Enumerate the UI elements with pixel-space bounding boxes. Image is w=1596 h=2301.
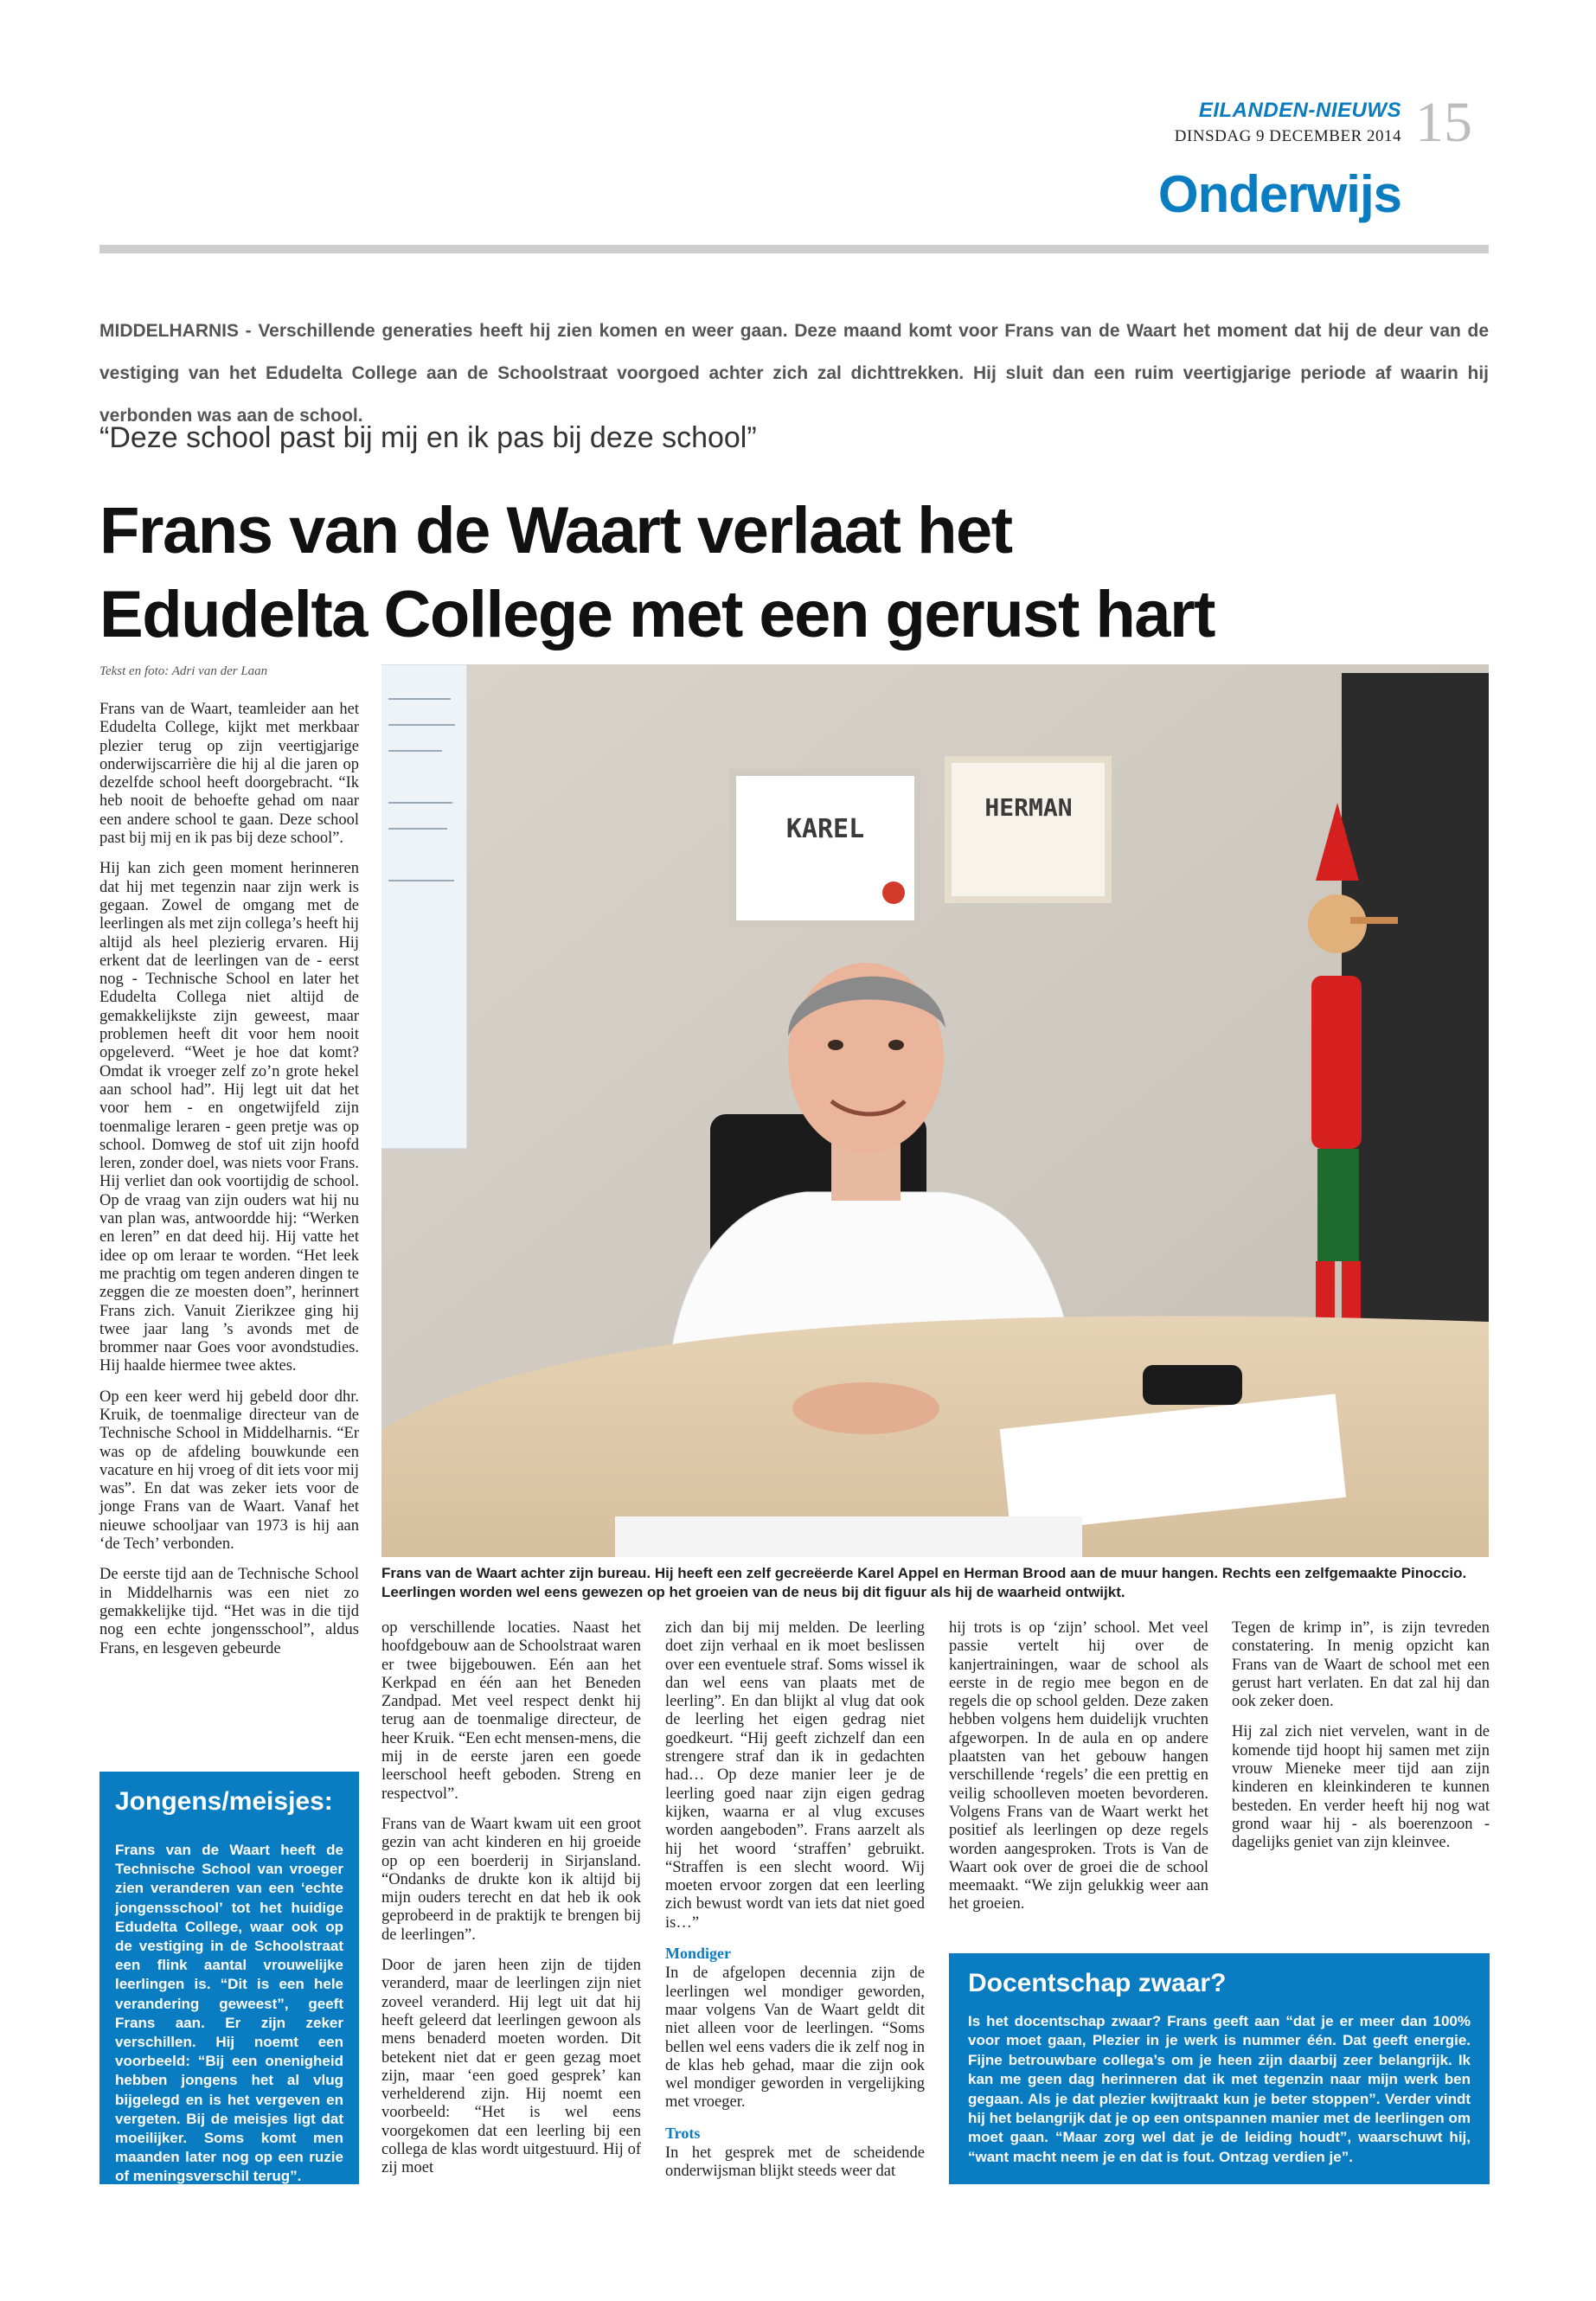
newspaper-logo: EILANDEN-NIEUWS bbox=[1198, 99, 1401, 122]
article-column-4 bbox=[949, 1619, 1208, 1926]
paragraph: op verschillende locaties. Naast het hoofdgebouw aan de Schoolstraat waren er twee bijgebouwen. Eén aan het Kerkpad en één aan het Beneden Zandpad. Met veel respect denkt hij terug aan de toenmalige directeur, de heer Kruik. “Een echt mensen-mens, die mij in de eerste jaren een goede leerschool heeft geboden. Streng en respectvol”. bbox=[381, 1619, 642, 1803]
article-column-1 bbox=[99, 701, 359, 1670]
paragraph: hij trots is op ‘zijn’ school. Met veel passie vertelt hij over de kanjertrainingen, waar de school als eerste in de regio mee begon en de regels die op school gelden. Deze zaken hebben volgens hem duidelijk vruchten afgeworpen. In de aula en op andere plaatsten van het gebouw hangen verschillende ‘regels’ die een prettig en veilig schoolleven moeten bevorderen. Volgens Frans van de Waart werkt het positief als leerlingen op deze regels worden aangesproken. Trots is Van de Waart ook over de groei die de school meemaakt. “We zijn gelukkig weer aan het groeien. bbox=[949, 1619, 1208, 1913]
photo-credit: Tekst en foto: Adri van der Laan bbox=[99, 664, 268, 678]
paragraph: Frans van de Waart, teamleider aan het Edudelta College, kijkt met merkbaar plezier terug op zijn veertigjarige onderwijscarrière die hij al die jaren op dezelfde school heeft doorgebracht. “Ik heb nooit de behoefte gehad om naar een andere school te gaan. Deze school past bij mij en ik pas bij deze school”. bbox=[99, 701, 359, 848]
sidebar-box-jongens-meisjes bbox=[99, 1772, 359, 2184]
box-text: Frans van de Waart heeft de Technische School van vroeger zien veranderen van een ‘echte jongensschool’ tot het huidige Edudelta College, waar ook op de vestiging in de Schoolstraat een flink aantal vrouwelijke leerlingen is. “Dit is een hele verandering geweest”, geeft Frans aan. Er zijn zeker verschillen. Hij noemt een voorbeeld: “Bij een onenigheid hebben jongens het al vlug bijgelegd en is het vergeven en vergeten. Bij de meisjes ligt dat moeilijker. Soms komt men maanden later nog op een ruzie of meningsverschil terug”. bbox=[115, 1842, 343, 2185]
paragraph: In het gesprek met de scheidende onderwijsman blijkt steeds weer dat bbox=[665, 2144, 925, 2181]
paragraph: In de afgelopen decennia zijn de leerlingen wel mondiger geworden, maar volgens Van de Waart geldt dit niet alleen voor de leerlingen. “Soms bellen wel eens vaders die ik zelf nog in de klas heb gehad, maar die zijn ook wel mondiger geworden in vergelijking met vroeger. bbox=[665, 1965, 925, 2112]
article-column-5 bbox=[1232, 1619, 1490, 1865]
box-title: Docentschap zwaar? bbox=[968, 1969, 1227, 1997]
box-title: Jongens/meisjes: bbox=[115, 1787, 333, 1816]
article-headline bbox=[99, 489, 1311, 657]
article-column-3 bbox=[665, 1619, 925, 2194]
section-title: Onderwijs bbox=[1157, 165, 1401, 223]
paragraph: Hij zal zich niet vervelen, want in de komende tijd hoopt hij samen met zijn vrouw Mieneke meer tijd aan zijn kinderen en kleinkinderen te kunnen besteden. En verder heeft hij nog wat grond waar hij - als boerenzoon - dagelijks geniet van zijn kleinvee. bbox=[1232, 1723, 1490, 1852]
herman-frame bbox=[948, 760, 1108, 900]
karel-label: KAREL bbox=[785, 814, 865, 844]
paragraph: Tegen de krimp in”, is zijn tevreden constatering. In menig opzicht kan Frans van de Waart de school met een gerust hart verlaten. En dat zal hij dan ook zeker doen. bbox=[1232, 1619, 1490, 1711]
paragraph: Hij kan zich geen moment herinneren dat hij met tegenzin naar zijn werk is gegaan. Zowel de omgang met de leerlingen als met zijn collega’s heeft hij altijd als heel plezierig ervaren. Hij erkent dat de leerlingen van de - eerst nog - Technische School en later het Edudelta Collega niet altijd de gemakkelijkste zijn geweest, maar problemen heeft dit voor hem nooit opgeleverd. “Weet je hoe dat komt? Omdat ik vroeger zelf zo’n grote hekel aan school had”. Hij legt uit dat het voor hem - en ongetwijfeld zijn toenmalige leraren - geen pretje was op school. Domweg de stof uit zijn hoofd leren, zonder doel, was niets voor Frans. Hij verliet dan ook voortijdig de school. Op de vraag van zijn ouders wat hij nu van plan was, antwoordde hij: “Werken en leren” en dat deed hij. Hij vatte het idee op om leraar te worden. “Het leek me prachtig om tegen anderen dingen te zeggen die ze moesten doen”, herinnert Frans zich. Vanuit Zierikzee ging hij twee jaar lang ’s avonds met de brommer naar Goes voor avondstudies. Hij haalde hiermee twee aktes. bbox=[99, 860, 360, 1375]
header-divider bbox=[99, 245, 1489, 253]
paragraph: De eerste tijd aan de Technische School in Middelharnis was een niet zo gemakkelijke tijd. “Het was in die tijd nog een echte jongensschool”, aldus Frans, en lesgeven gebeurde bbox=[99, 1566, 359, 1657]
article-kicker: “Deze school past bij mij en ik pas bij deze school” bbox=[99, 421, 757, 454]
headline-line-1: Frans van de Waart verlaat het bbox=[99, 494, 1012, 567]
article-photo bbox=[381, 664, 1489, 1557]
box-text: Is het docentschap zwaar? Frans geeft aan “dat je er meer dan 100% voor moet gaan, Plezier in je werk is nummer één. Dat geeft energie. Fijne betrouwbare collega’s om je heen zijn daarbij zeer belangrijk. Ik kan me geen dag herinneren dat ik met tegenzin naar mijn werk ben gegaan. Als je dat plezier kwijtraakt kun je beter stoppen”. Verder vindt hij het belangrijk dat je op een ontspannen manier met de leerlingen om moet gaan. “Maar zorg wel dat je de leiding houdt”, waarschuwt hij, “want macht neem je en dat is fout. Ontzag verdien je”. bbox=[968, 2013, 1471, 2165]
article-column-2 bbox=[381, 1619, 641, 2190]
paragraph: zich dan bij mij melden. De leerling doet zijn verhaal en ik moet beslissen over een eventuele straf. Soms wissel ik dan wel eens van plaats met de leerling”. En dan blijkt al vlug dat ook de leerling het eigen gedrag niet goedkeurt. “Hij geeft zichzelf dan een strengere straf dan ik in gedachten had… Op deze manier leer je de leerling goed naar zijn eigen gedrag kijken, waarna er al vlug excuses worden aangeboden”. Frans aarzelt als hij het woord ‘straffen’ gebruikt. “Straffen is een slecht woord. Wij moeten ervoor zorgen dat een leerling zich bewust wordt van iets dat niet goed is…” bbox=[665, 1619, 925, 1932]
headline-line-2: Edudelta College met een gerust hart bbox=[99, 578, 1215, 651]
paragraph: Frans van de Waart kwam uit een groot gezin van acht kinderen en hij groeide op op een boerderij in Sirjansland. “Ondanks de drukte kon ik altijd bij mijn ouders terecht en dat heb ik ook geprobeerd in de praktijk te brengen bij de leerlingen”. bbox=[381, 1815, 641, 1944]
subheading-trots: Trots bbox=[665, 2124, 701, 2142]
sidebar-box-docentschap bbox=[949, 1953, 1490, 2184]
subheading-mondiger: Mondiger bbox=[665, 1945, 731, 1963]
paragraph: Op een keer werd hij gebeld door dhr. Kruik, de toenmalige directeur van de Technische School in Middelharnis. “Er was op de afdeling bouwkunde een vacature en hij vroeg of dit iets voor mij was”. En dat was zeker iets voor de jonge Frans van de Waart. Vanaf het nieuwe schooljaar van 1973 is hij aan ‘de Tech’ verbonden. bbox=[99, 1388, 359, 1554]
herman-label: HERMAN bbox=[984, 793, 1073, 822]
photo-illustration bbox=[381, 664, 1489, 1557]
photo-caption: Frans van de Waart achter zijn bureau. Hij heeft een zelf gecreëerde Karel Appel en Herman Brood aan de muur hangen. Rechts een zelfgemaakte Pinoccio. Leerlingen worden wel eens gewezen op het groeien van de neus bij dit figuur als hij de waarheid ontwijkt. bbox=[381, 1565, 1467, 1600]
page-number: 15 bbox=[1415, 91, 1472, 154]
issue-date: DINSDAG 9 DECEMBER 2014 bbox=[1174, 127, 1401, 145]
article-intro: MIDDELHARNIS - Verschillende generaties heeft hij zien komen en weer gaan. Deze maand komt voor Frans van de Waart het moment dat hij de deur van de vestiging van het Edudelta College aan de Schoolstraat voorgoed achter zich zal dichttrekken. Hij sluit dan een ruim veertigjarige periode af waarin hij verbonden was aan de school. bbox=[99, 321, 1489, 426]
paragraph: Door de jaren heen zijn de tijden veranderd, maar de leerlingen zijn niet zoveel veranderd. Hij legt uit dat hij heeft geleerd dat leerlingen gewoon als mens benaderd moeten worden. Dit betekent niet dat er geen gezag moet zijn, maar ‘een goed gesprek’ kan verhelderend zijn. Hij noemt een voorbeeld: “Het is wel eens voorgekomen dat een leerling bij een collega de klas wordt uitgestuurd. Hij of zij moet bbox=[381, 1957, 641, 2177]
